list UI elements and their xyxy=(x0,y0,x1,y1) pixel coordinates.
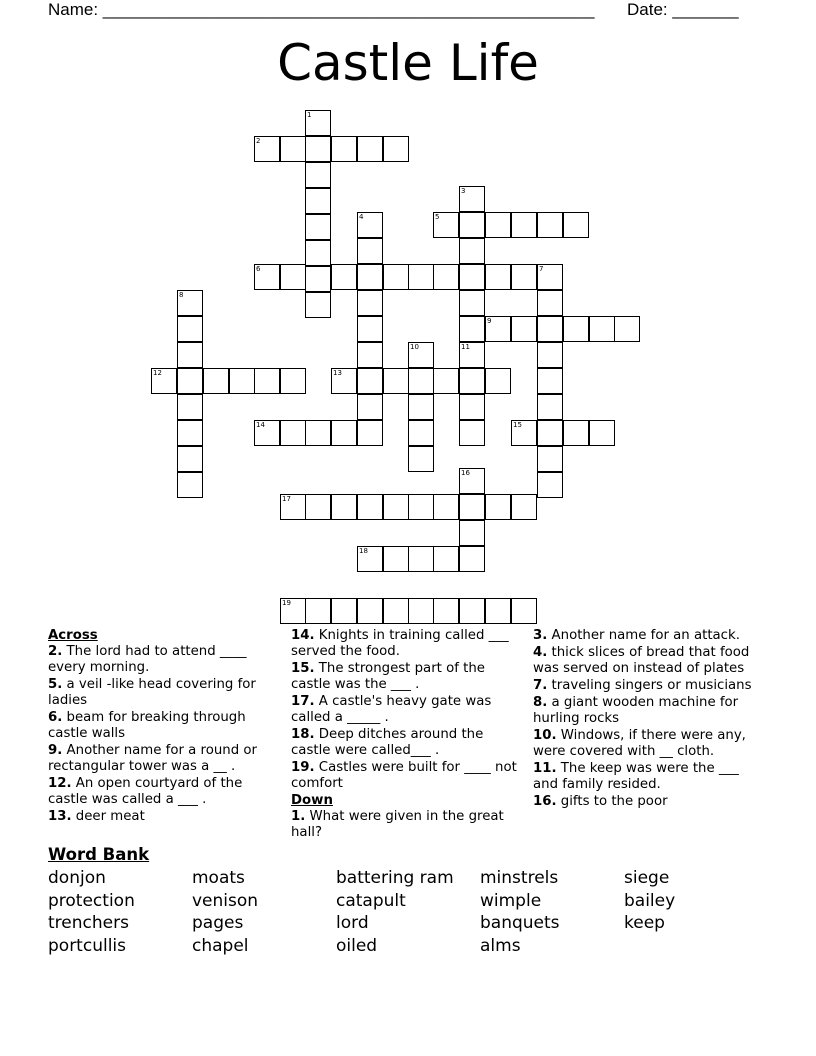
grid-cell[interactable] xyxy=(459,368,485,394)
grid-cell[interactable] xyxy=(408,494,434,520)
clue-text: Knights in training called ___ served the food. xyxy=(291,628,509,659)
clue-number-label: 12 xyxy=(153,369,162,377)
grid-cell[interactable] xyxy=(408,368,434,394)
grid-cell[interactable] xyxy=(485,494,511,520)
grid-cell[interactable] xyxy=(305,292,331,318)
clue-number-label: 11 xyxy=(461,343,470,351)
grid-cell[interactable] xyxy=(408,446,434,472)
grid-cell[interactable] xyxy=(331,494,357,520)
grid-cell[interactable] xyxy=(408,394,434,420)
grid-cell[interactable] xyxy=(177,316,203,342)
grid-cell[interactable] xyxy=(177,368,203,394)
grid-cell[interactable] xyxy=(537,316,563,342)
grid-cell[interactable] xyxy=(177,472,203,498)
grid-cell[interactable] xyxy=(563,420,589,446)
clue-number-label: 2 xyxy=(256,137,261,145)
grid-cell[interactable] xyxy=(331,264,357,290)
grid-cell[interactable] xyxy=(280,368,306,394)
grid-cell[interactable] xyxy=(229,368,255,394)
grid-cell[interactable] xyxy=(459,546,485,572)
grid-cell[interactable] xyxy=(254,368,280,394)
clue-number: 10. xyxy=(533,728,557,743)
word-bank-word: alms xyxy=(480,935,521,956)
clue-item xyxy=(48,809,270,825)
grid-cell[interactable] xyxy=(537,472,563,498)
grid-cell[interactable] xyxy=(511,494,537,520)
grid-cell[interactable] xyxy=(383,136,409,162)
clue-text: A castle's heavy gate was called a _____ . xyxy=(291,694,492,725)
clue-number: 4. xyxy=(533,645,548,660)
clues-column-1 xyxy=(48,628,270,826)
clue-item xyxy=(533,678,763,694)
grid-cell[interactable] xyxy=(280,264,306,290)
clue-item xyxy=(533,761,763,793)
grid-cell[interactable] xyxy=(177,342,203,368)
clue-number-label: 15 xyxy=(513,421,522,429)
clue-item xyxy=(48,743,270,775)
across-header: Across xyxy=(48,628,98,643)
clue-text: deer meat xyxy=(71,809,145,824)
grid-cell[interactable] xyxy=(305,136,331,162)
clue-number-label: 3 xyxy=(461,187,466,195)
grid-cell[interactable] xyxy=(511,598,537,624)
clue-number-label: 13 xyxy=(333,369,342,377)
grid-cell[interactable] xyxy=(459,212,485,238)
word-bank-word: oiled xyxy=(336,935,378,956)
grid-cell[interactable] xyxy=(408,264,434,290)
grid-cell[interactable] xyxy=(433,494,459,520)
grid-cell[interactable] xyxy=(485,368,511,394)
grid-cell[interactable] xyxy=(357,290,383,316)
grid-cell[interactable] xyxy=(331,598,357,624)
clue-number-label: 19 xyxy=(282,599,291,607)
clue-number: 5. xyxy=(48,677,63,692)
clue-number-label: 7 xyxy=(539,265,544,273)
grid-cell[interactable] xyxy=(459,264,485,290)
clue-number-label: 5 xyxy=(435,213,440,221)
name-field: Name: ____________________________________________________ xyxy=(48,0,595,19)
clue-item xyxy=(48,677,270,709)
clue-text: Another name for a round or rectangular tower was a __ . xyxy=(48,743,257,774)
clue-number: 18. xyxy=(291,727,315,742)
grid-cell[interactable] xyxy=(485,212,511,238)
grid-cell[interactable] xyxy=(433,368,459,394)
clue-text: Another name for an attack. xyxy=(547,628,740,643)
word-bank-word: siege xyxy=(624,868,670,888)
clues-column-3 xyxy=(533,628,763,811)
word-bank-title: Word Bank xyxy=(48,845,150,864)
grid-cell[interactable] xyxy=(305,420,331,446)
clue-number-label: 4 xyxy=(359,213,364,221)
word-bank-word: chapel xyxy=(192,935,249,956)
word-bank-word: wimple xyxy=(480,890,542,911)
grid-cell[interactable] xyxy=(177,394,203,420)
clue-number: 3. xyxy=(533,628,548,643)
grid-cell[interactable] xyxy=(280,420,306,446)
word-bank-word: bailey xyxy=(624,890,676,911)
grid-cell[interactable] xyxy=(305,240,331,266)
grid-cell[interactable] xyxy=(537,394,563,420)
grid-cell[interactable] xyxy=(331,136,357,162)
grid-cell[interactable] xyxy=(305,188,331,214)
grid-cell[interactable] xyxy=(459,494,485,520)
word-bank-word: protection xyxy=(48,890,135,911)
clue-number: 13. xyxy=(48,809,72,824)
clue-text: The lord had to attend ____ every morning. xyxy=(48,644,247,675)
clue-item xyxy=(48,776,270,808)
grid-cell[interactable] xyxy=(459,290,485,316)
clue-number-label: 17 xyxy=(282,495,291,503)
grid-cell[interactable] xyxy=(537,420,563,446)
word-bank-word: trenchers xyxy=(48,913,129,933)
grid-cell[interactable] xyxy=(383,494,409,520)
clues-column-2 xyxy=(291,628,517,842)
grid-cell[interactable] xyxy=(459,394,485,420)
grid-cell[interactable] xyxy=(357,420,383,446)
clue-text: traveling singers or musicians xyxy=(547,678,752,693)
date-field: Date: _______ xyxy=(627,0,739,19)
grid-cell[interactable] xyxy=(408,546,434,572)
clue-item xyxy=(533,645,763,677)
word-bank-word: minstrels xyxy=(480,868,559,888)
clue-number-label: 1 xyxy=(307,111,312,119)
word-bank-word: catapult xyxy=(336,890,406,911)
clue-item xyxy=(291,661,517,693)
grid-cell[interactable] xyxy=(357,316,383,342)
grid-cell[interactable] xyxy=(459,238,485,264)
grid-cell[interactable] xyxy=(331,420,357,446)
clue-item xyxy=(533,728,763,760)
grid-cell[interactable] xyxy=(485,264,511,290)
clue-text: Castles were built for ____ not comfort xyxy=(291,760,517,791)
word-bank-word: keep xyxy=(624,913,665,933)
clue-item xyxy=(291,760,517,792)
clue-text: Deep ditches around the castle were called___ . xyxy=(291,727,484,758)
clue-text: What were given in the great hall? xyxy=(291,809,504,840)
grid-cell[interactable] xyxy=(357,394,383,420)
grid-cell[interactable] xyxy=(537,446,563,472)
grid-cell[interactable] xyxy=(511,316,537,342)
grid-cell[interactable] xyxy=(589,316,615,342)
grid-cell[interactable] xyxy=(357,238,383,264)
word-bank-word: moats xyxy=(192,868,245,888)
grid-cell[interactable] xyxy=(177,446,203,472)
grid-cell[interactable] xyxy=(511,212,537,238)
clue-number-label: 8 xyxy=(179,291,184,299)
clue-number-label: 16 xyxy=(461,469,470,477)
word-bank-word: donjon xyxy=(48,868,106,888)
grid-cell[interactable] xyxy=(357,342,383,368)
grid-cell[interactable] xyxy=(537,212,563,238)
grid-cell[interactable] xyxy=(433,598,459,624)
grid-cell[interactable] xyxy=(537,290,563,316)
grid-cell[interactable] xyxy=(589,420,615,446)
grid-cell[interactable] xyxy=(537,342,563,368)
clue-item xyxy=(291,628,517,660)
clue-number-label: 10 xyxy=(410,343,419,351)
grid-cell[interactable] xyxy=(305,494,331,520)
clue-number: 2. xyxy=(48,644,63,659)
grid-cell[interactable] xyxy=(537,368,563,394)
clue-text: Windows, if there were any, were covered with __ cloth. xyxy=(533,728,746,759)
word-bank-word: battering ram xyxy=(336,868,454,888)
word-bank-word: portcullis xyxy=(48,935,126,956)
clue-text: thick slices of bread that food was served on instead of plates xyxy=(533,645,750,676)
grid-cell[interactable] xyxy=(357,368,383,394)
clue-number: 12. xyxy=(48,776,72,791)
grid-cell[interactable] xyxy=(383,546,409,572)
grid-cell[interactable] xyxy=(459,420,485,446)
clue-item xyxy=(533,695,763,727)
clue-number: 6. xyxy=(48,710,63,725)
clue-number: 15. xyxy=(291,661,315,676)
grid-cell[interactable] xyxy=(563,212,589,238)
down-header: Down xyxy=(291,793,333,808)
clue-text: The keep was were the ___ and family resided. xyxy=(533,761,739,792)
clue-item xyxy=(291,694,517,726)
clue-item xyxy=(533,794,763,810)
grid-cell[interactable] xyxy=(357,598,383,624)
clue-text: a veil -like head covering for ladies xyxy=(48,677,256,708)
clue-number: 17. xyxy=(291,694,315,709)
clue-number-label: 9 xyxy=(487,317,492,325)
grid-cell[interactable] xyxy=(305,598,331,624)
word-bank-word: lord xyxy=(336,913,369,933)
grid-cell[interactable] xyxy=(433,546,459,572)
grid-cell[interactable] xyxy=(177,420,203,446)
clue-text: a giant wooden machine for hurling rocks xyxy=(533,695,739,726)
grid-cell[interactable] xyxy=(383,264,409,290)
grid-cell[interactable] xyxy=(563,316,589,342)
clue-number: 14. xyxy=(291,628,315,643)
grid-cell[interactable] xyxy=(485,598,511,624)
grid-cell[interactable] xyxy=(305,266,331,292)
clue-number: 7. xyxy=(533,678,548,693)
grid-cell[interactable] xyxy=(408,420,434,446)
grid-cell[interactable] xyxy=(408,598,434,624)
grid-cell[interactable] xyxy=(614,316,640,342)
grid-cell[interactable] xyxy=(280,136,306,162)
clue-item xyxy=(533,628,763,644)
clue-text: An open courtyard of the castle was called a ___ . xyxy=(48,776,243,807)
clue-item xyxy=(48,710,270,742)
clue-number: 9. xyxy=(48,743,63,758)
grid-cell[interactable] xyxy=(383,598,409,624)
clue-item xyxy=(291,809,517,841)
clue-item xyxy=(48,644,270,676)
clue-number: 19. xyxy=(291,760,315,775)
clue-number: 1. xyxy=(291,809,306,824)
clue-number: 8. xyxy=(533,695,548,710)
grid-cell[interactable] xyxy=(357,136,383,162)
word-bank-word: banquets xyxy=(480,913,560,933)
grid-cell[interactable] xyxy=(305,162,331,188)
grid-cell[interactable] xyxy=(383,368,409,394)
clue-item xyxy=(291,727,517,759)
grid-cell[interactable] xyxy=(305,214,331,240)
grid-cell[interactable] xyxy=(459,520,485,546)
grid-cell[interactable] xyxy=(357,494,383,520)
page-title: Castle Life xyxy=(277,34,539,92)
grid-cell[interactable] xyxy=(433,264,459,290)
grid-cell[interactable] xyxy=(459,316,485,342)
clue-number: 16. xyxy=(533,794,557,809)
grid-cell[interactable] xyxy=(511,264,537,290)
clue-text: beam for breaking through castle walls xyxy=(48,710,246,741)
clue-number-label: 18 xyxy=(359,547,368,555)
word-bank-word: pages xyxy=(192,913,244,933)
grid-cell[interactable] xyxy=(357,264,383,290)
clue-text: The strongest part of the castle was the ___ . xyxy=(291,661,485,692)
clue-number-label: 6 xyxy=(256,265,261,273)
clue-number: 11. xyxy=(533,761,557,776)
grid-cell[interactable] xyxy=(459,598,485,624)
clue-text: gifts to the poor xyxy=(556,794,668,809)
grid-cell[interactable] xyxy=(203,368,229,394)
word-bank-word: venison xyxy=(192,890,259,911)
clue-number-label: 14 xyxy=(256,421,265,429)
